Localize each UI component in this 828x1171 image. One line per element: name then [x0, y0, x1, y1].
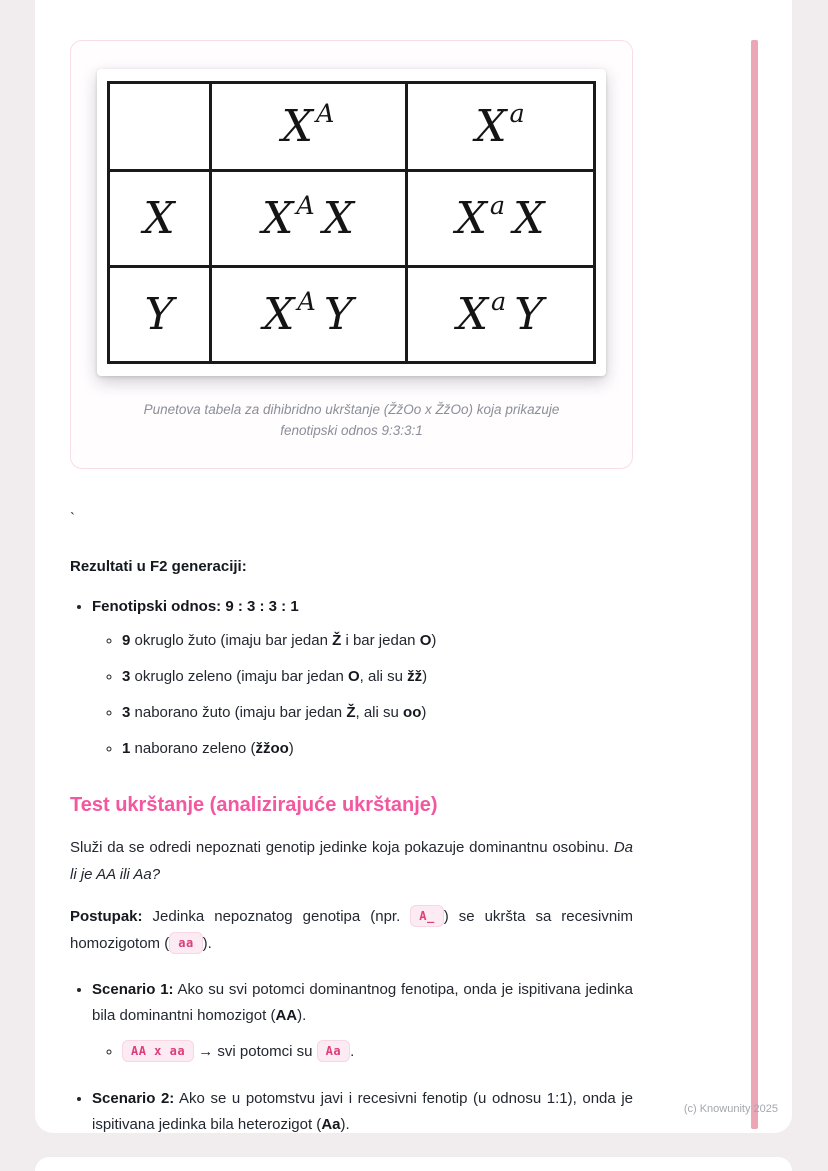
inline-code-chip: Aa: [317, 1040, 350, 1062]
paragraph-purpose: [70, 834, 633, 888]
text-segment: Ž: [332, 631, 342, 649]
list-item: [122, 701, 633, 725]
genotype: $X^a$ X: [455, 190, 546, 244]
text-segment: ): [421, 703, 427, 721]
text-segment: okruglo žuto (imaju bar jedan: [130, 631, 333, 649]
text-segment: ).: [202, 934, 212, 952]
text-segment: 3: [122, 667, 131, 685]
paragraph-postupak: [70, 903, 633, 957]
punnett-col-header: [407, 83, 595, 171]
text-segment: Postupak:: [70, 907, 143, 925]
text-segment: ) se ukršta sa recesivnim homozigotom (: [70, 907, 633, 952]
inline-code-chip: AA x aa: [122, 1040, 194, 1062]
section-heading-test-ukrstanje: Test ukrštanje (analizirajuće ukrštanje): [70, 793, 438, 816]
genotype: $X^a$: [475, 98, 526, 152]
figure-caption: [116, 400, 587, 442]
gamete: X: [143, 193, 176, 244]
stray-backtick: `: [70, 509, 75, 527]
next-page-edge: [35, 1157, 792, 1171]
text-segment: AA: [275, 1006, 298, 1024]
text-segment: ).: [340, 1115, 350, 1133]
f2-sublist: [92, 629, 633, 761]
text-segment: Scenario 1:: [92, 980, 174, 998]
gamete: Y: [144, 289, 175, 340]
punnett-cell: [407, 267, 595, 363]
genotype: $X^A$ Y: [263, 286, 354, 340]
text-segment: → svi potomci su: [194, 1042, 317, 1060]
figure-card: [70, 40, 633, 469]
scenario-1-sublist: [92, 1039, 633, 1064]
text-segment: Scenario 2:: [92, 1089, 175, 1107]
list-item-lead: Fenotipski odnos: 9 : 3 : 3 : 1: [92, 597, 299, 615]
list-item: [122, 665, 633, 689]
text-segment: Služi da se odredi nepoznati genotip jedinke koja pokazuje dominantnu osobinu.: [70, 838, 614, 856]
scenario-list: [70, 977, 633, 1138]
punnett-header-row: [109, 83, 595, 171]
inline-code-chip: aa: [169, 932, 202, 954]
text-segment: Ako se u potomstvu javi i recesivni fenotip (u odnosu 1:1), onda je ispitivana jedinka bila heterozigot (: [92, 1089, 633, 1133]
text-segment: O: [347, 667, 360, 685]
text-segment: Da li je AA ili Aa?: [70, 838, 633, 883]
list-item: [122, 629, 633, 653]
punnett-cell: [407, 171, 595, 267]
text-segment: oo: [403, 703, 422, 721]
text-segment: žžoo: [255, 739, 289, 757]
text-segment: ): [431, 631, 437, 649]
text-segment: O: [419, 631, 432, 649]
punnett-col-header: [211, 83, 407, 171]
list-item-scenario-2: [92, 1086, 633, 1138]
punnett-cell: [211, 267, 407, 363]
punnett-row-label: [109, 267, 211, 363]
text-segment: , ali su: [359, 667, 408, 685]
genotype: $X^a$ Y: [456, 286, 545, 340]
list-item-scenario-1: [92, 977, 633, 1064]
page-accent-stripe: [751, 40, 758, 1129]
f2-results-list: [70, 595, 633, 761]
document-content: [70, 40, 633, 1160]
list-item: [122, 737, 633, 761]
punnett-cell: [211, 171, 407, 267]
punnett-row: [109, 171, 595, 267]
list-item-fenotipski-odnos: [92, 595, 633, 761]
text-segment: 3: [122, 703, 131, 721]
text-segment: žž: [407, 667, 423, 685]
list-item: [122, 1039, 633, 1064]
text-segment: naborano žuto (imaju bar jedan: [130, 703, 347, 721]
text-segment: .: [350, 1042, 355, 1060]
text-segment: Jedinka nepoznatog genotipa (npr.: [142, 907, 411, 925]
punnett-corner-cell: [109, 83, 211, 171]
text-segment: 9: [122, 631, 131, 649]
results-heading: Rezultati u F2 generaciji:: [70, 557, 247, 575]
copyright-notice: (c) Knowunity 2025: [683, 1103, 778, 1115]
text-segment: Ž: [346, 703, 356, 721]
inline-code-chip: A_: [410, 905, 443, 927]
text-segment: Aa: [321, 1115, 341, 1133]
text-segment: ): [422, 667, 428, 685]
genotype: $X^A$: [281, 98, 336, 152]
figure-caption-text: Punetova tabela za dihibridno ukrštanje (ŽžOo x ŽžOo) koja prikazuje fenotipski odnos 9:3:3:1: [143, 402, 560, 438]
punnett-row: [109, 267, 595, 363]
text-segment: ).: [297, 1006, 307, 1024]
document-page: [35, 0, 792, 1133]
text-segment: , ali su: [355, 703, 404, 721]
text-segment: ): [288, 739, 294, 757]
text-segment: 1: [122, 739, 131, 757]
punnett-table: [107, 81, 596, 364]
text-segment: i bar jedan: [341, 631, 420, 649]
text-segment: Ako su svi potomci dominantnog fenotipa, onda je ispitivana jedinka bila dominantni homozigot (: [92, 980, 633, 1024]
text-segment: okruglo zeleno (imaju bar jedan: [130, 667, 348, 685]
genotype: $X^A$ X: [261, 190, 356, 244]
scenario-2-text: [92, 1090, 633, 1133]
punnett-row-label: [109, 171, 211, 267]
text-segment: naborano zeleno (: [130, 739, 256, 757]
scenario-1-text: [92, 981, 633, 1024]
punnett-table-image: [97, 69, 606, 376]
